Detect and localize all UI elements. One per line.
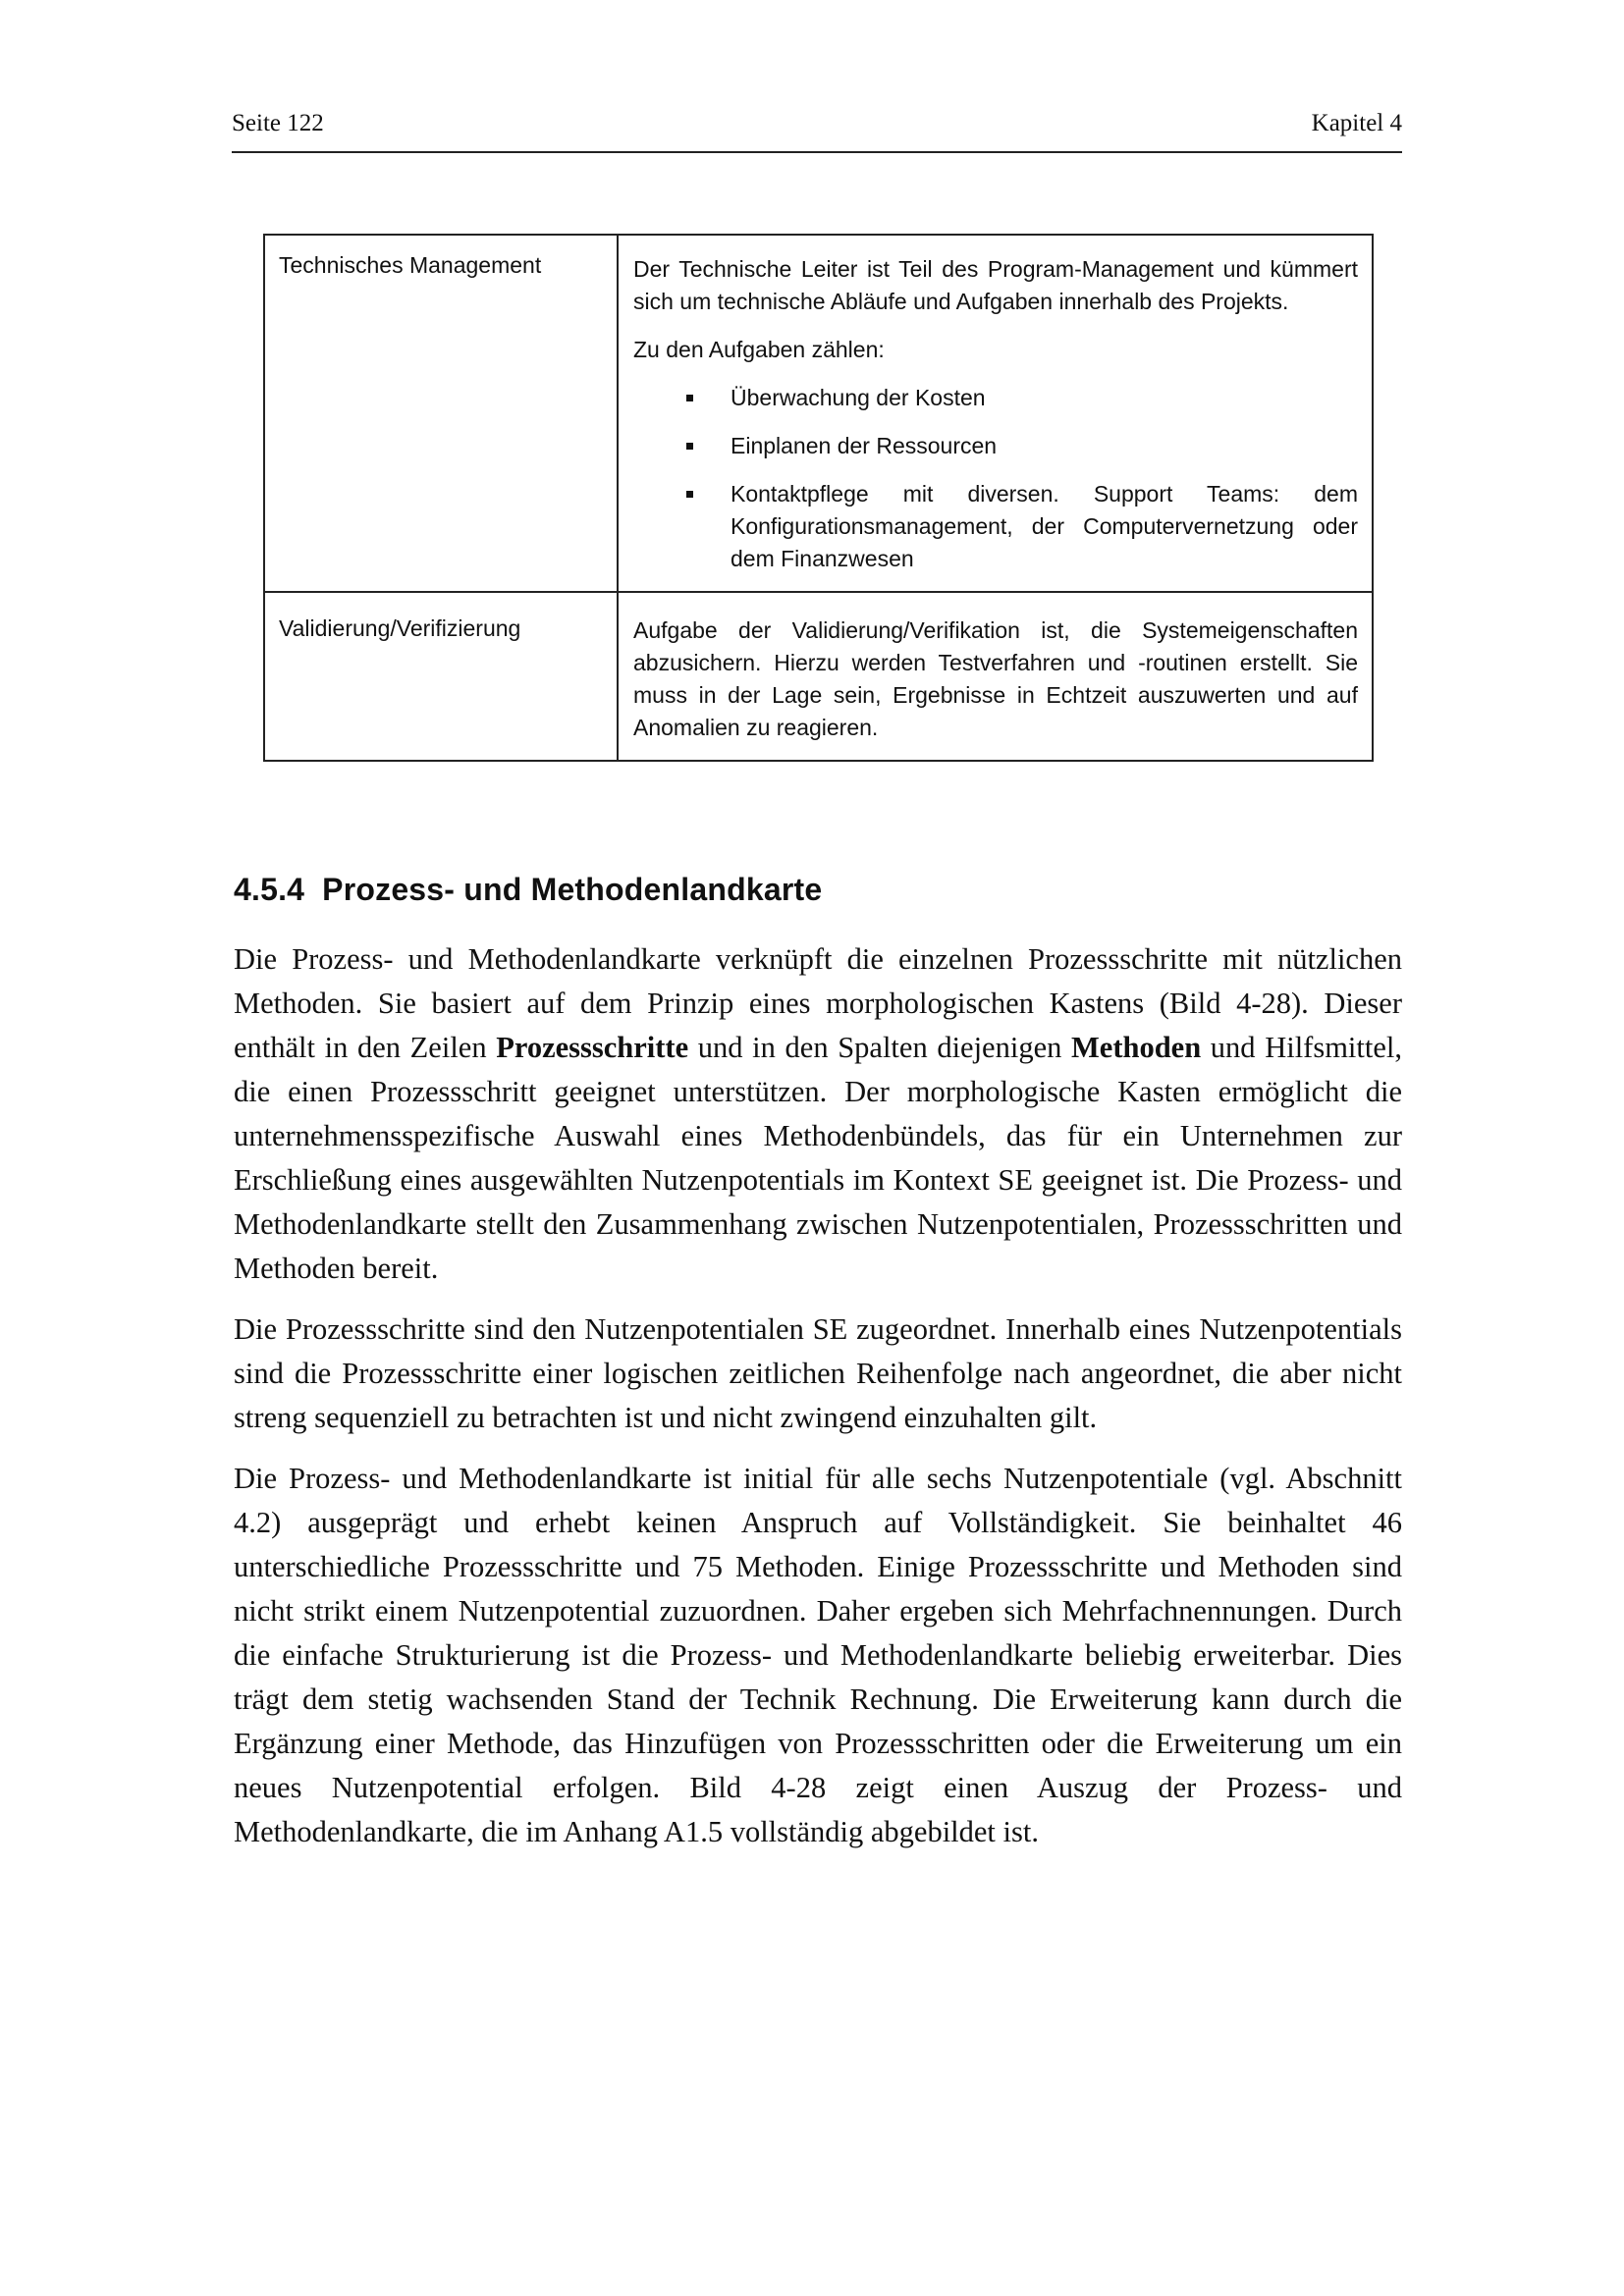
page-header xyxy=(232,108,1402,153)
section-number: 4.5.4 xyxy=(234,872,305,907)
table-row xyxy=(264,592,1373,761)
role-description-cell xyxy=(618,235,1373,592)
role-name: Validierung/Verifizierung xyxy=(279,615,521,641)
paragraph: Die Prozessschritte sind den Nutzenpotentialen SE zugeordnet. Innerhalb eines Nutzenpotentials sind die Prozessschritte einer logischen zeitlichen Reihenfolge nach angeordnet, die aber nicht streng sequenziell zu betrachten ist und nicht zwingend einzuhalten gilt. xyxy=(234,1312,1402,1434)
square-bullet-icon xyxy=(686,443,693,450)
paragraph: Die Prozess- und Methodenlandkarte ist initial für alle sechs Nutzenpotentiale (vgl. Abschnitt 4.2) ausgeprägt und erhebt keinen Anspruch auf Vollständigkeit. Sie beinhaltet 46 unterschiedliche Prozessschritte und 75 Methoden. Einige Prozessschritte und Methoden sind nicht strikt einem Nutzenpotential zuzuordnen. Daher ergeben sich Mehrfachnennungen. Durch die einfache Strukturierung ist die Prozess- und Methodenlandkarte beliebig erweiterbar. Dies trägt dem stetig wachsenden Stand der Technik Rechnung. Die Erweiterung kann durch die Ergänzung einer Methode, das Hinzufügen von Prozessschritten oder die Erweiterung um ein neues Nutzenpotential erfolgen. Bild 4-28 zeigt einen Auszug der Prozess- und Methodenlandkarte, die im Anhang A1.5 vollständig abgebildet ist. xyxy=(234,1462,1402,1848)
table-row xyxy=(264,235,1373,592)
paragraph xyxy=(234,937,1402,1291)
page-number: Seite 122 xyxy=(232,110,324,136)
paragraph-text: und Hilfsmittel, die einen Prozessschritt geeignet unterstützen. Der morphologische Kasten ermöglicht die unternehmensspezifische Auswahl eines Methodenbündels, das für ein Unternehmen zur Erschließung eines ausgewählten Nutzenpotentials im Kontext SE geeignet ist. Die Prozess- und Methodenlandkarte stellt den Zusammenhang zwischen Nutzenpotentialen, Prozessschritten und Methoden bereit. xyxy=(234,1031,1402,1285)
bold-term-prozessschritte: Prozessschritte xyxy=(496,1031,689,1064)
role-name-cell xyxy=(264,592,618,761)
paragraph-text: Die Prozess- und Methodenlandkarte verknüpft die einzelnen Prozessschritte mit nützlichen Methoden. Sie basiert auf dem Prinzip eines morphologischen Kastens (Bild 4-28). Dieser enthält in den Zeilen xyxy=(234,942,1402,1064)
square-bullet-icon xyxy=(686,395,693,401)
task-text: Einplanen der Ressourcen xyxy=(731,433,998,458)
role-name-cell xyxy=(264,235,618,592)
list-item xyxy=(633,382,1358,414)
task-list xyxy=(633,382,1358,575)
task-text: Kontaktpflege mit diversen. Support Teams: dem Konfigurationsmanagement, der Computervernetzung oder dem Finanzwesen xyxy=(731,481,1358,571)
role-description: Aufgabe der Validierung/Verifikation ist, die Systemeigenschaften abzusichern. Hierzu werden Testverfahren und -routinen erstellt. Sie muss in der Lage sein, Ergebnisse in Echtzeit auszuwerten und auf Anomalien zu reagieren. xyxy=(633,617,1358,740)
roles-table xyxy=(263,234,1374,762)
list-item xyxy=(633,478,1358,575)
square-bullet-icon xyxy=(686,491,693,498)
section-title: Prozess- und Methodenlandkarte xyxy=(322,872,823,907)
body-text xyxy=(234,937,1402,1871)
chapter-label: Kapitel 4 xyxy=(1311,110,1402,136)
tasks-heading: Zu den Aufgaben zählen: xyxy=(633,337,885,362)
list-item xyxy=(633,430,1358,462)
section-heading xyxy=(234,872,822,908)
role-name: Technisches Management xyxy=(279,252,542,278)
role-description-cell xyxy=(618,592,1373,761)
task-text: Überwachung der Kosten xyxy=(731,385,986,410)
paragraph-text: und in den Spalten diejenigen xyxy=(688,1031,1071,1064)
bold-term-methoden: Methoden xyxy=(1071,1031,1202,1064)
role-intro: Der Technische Leiter ist Teil des Program-Management und kümmert sich um technische Abläufe und Aufgaben innerhalb des Projekts. xyxy=(633,256,1358,314)
